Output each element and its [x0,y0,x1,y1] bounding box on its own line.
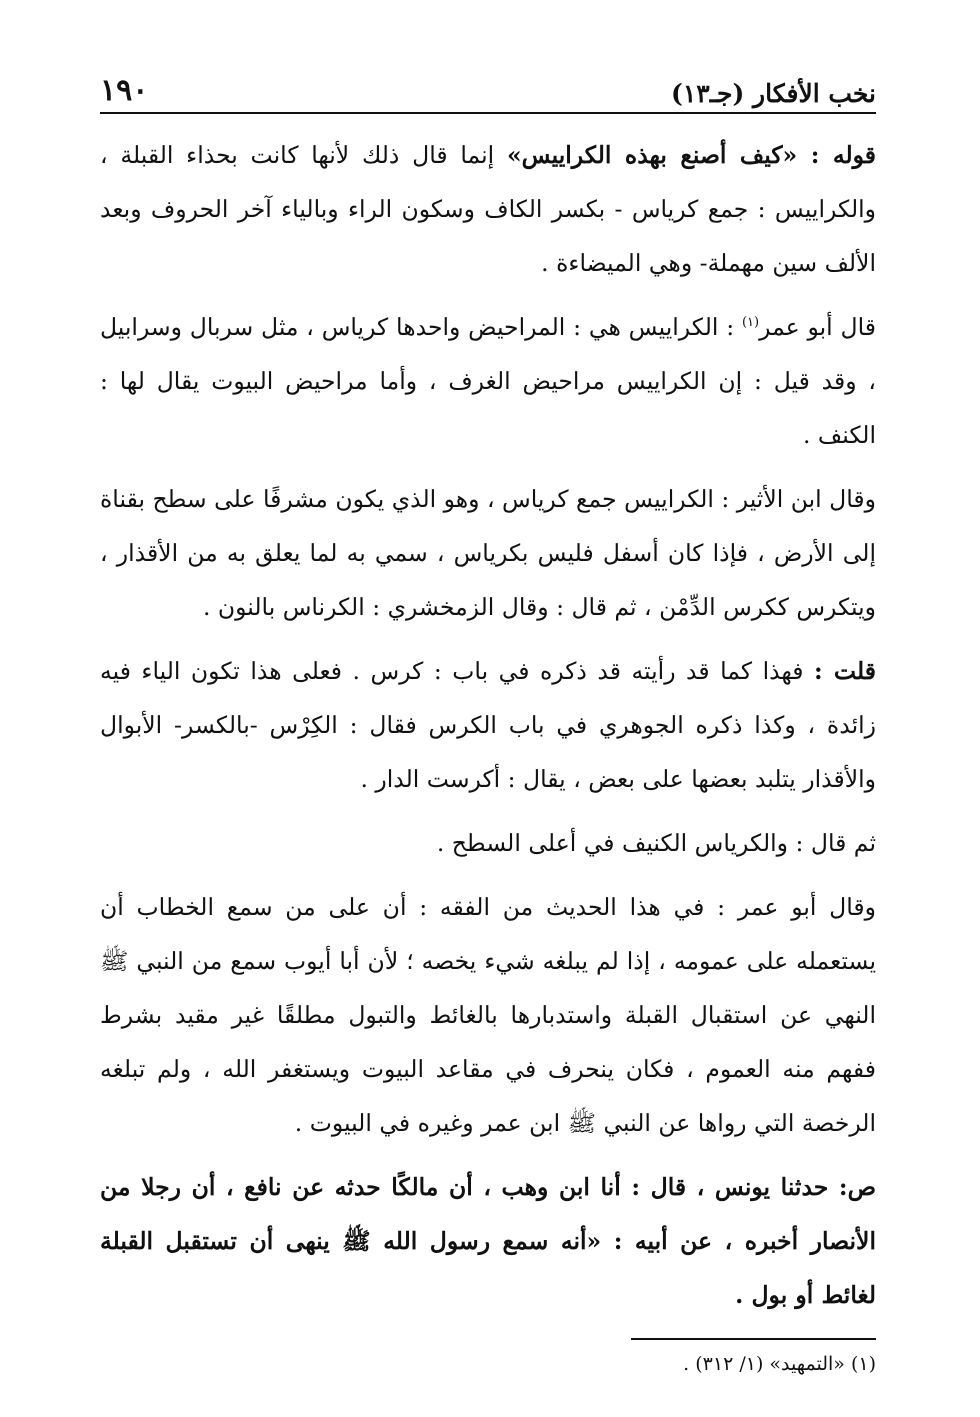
qultu-lead: قلت : [814,657,876,685]
paragraph-4-text: فهذا كما قد رأيته قد ذكره في باب : كرس . فعلى هذا تكون الياء فيه زائدة ، وكذا ذكره الجوهري في باب الكرس فقال : الكِرْس -بالكسر- الأبوال والأقذار يتلبد بعضها على بعض ، يقال : أكرست الدار . [100,657,876,793]
paragraph-3: وقال ابن الأثير : الكراييس جمع كرياس ، وهو الذي يكون مشرفًا على سطح بقناة إلى الأرض ، فإذا كان أسفل فليس بكرياس ، سمي به لما يعلق به من الأقذار ، ويتكرس ككرس الدِّمْن ، ثم قال : وقال الزمخشري : الكرناس بالنون . [100,485,876,621]
footnote-marker[interactable]: (١) [741,315,760,331]
hadith-paragraph: ص: حدثنا يونس ، قال : أنا ابن وهب ، أن مالكًا حدثه عن نافع ، أن رجلا من الأنصار أخبره ، عن أبيه : «أنه سمع رسول الله ﷺ ينهى أن تستقبل القبلة لغائط أو بول . [100,1173,876,1309]
footnote-1: (١) «التمهيد» (١/ ٣١٢) . [683,1353,876,1375]
paragraph-1-text: إنما قال ذلك لأنها كانت بحذاء القبلة ، والكراييس : جمع كرياس - بكسر الكاف وسكون الراء وبالياء آخر الحروف وبعد الألف سين مهملة- وهي الميضاءة . [100,141,876,277]
page-header [100,58,876,114]
paragraph-1 [100,128,876,290]
paragraph-2-text: : الكراييس هي : المراحيض واحدها كرياس ، مثل سربال وسرابيل ، وقد قيل : إن الكراييس مراحيض الغرف ، وأما مراحيض البيوت يقال لها : الكنف . [100,313,876,449]
paragraph-2-lead: قال أبو عمر [759,313,876,341]
paragraph-6: وقال أبو عمر : في هذا الحديث من الفقه : أن على من سمع الخطاب أن يستعمله على عمومه ، إذا لم يبلغه شيء يخصه ؛ لأن أبا أيوب سمع من النبي ﷺ النهي عن استقبال القبلة واستدبارها بالغائط والتبول مطلقًا غير مقيد بشرط ففهم منه العموم ، فكان ينحرف في مقاعد البيوت ويستغفر الله ، ولم تبلغه الرخصة التي رواها عن النبي ﷺ ابن عمر وغيره في البيوت . [100,893,876,1137]
running-title: نخب الأفكار (جـ١٣) [670,79,876,108]
page-number: ١٩٠ [100,73,149,108]
paragraph-5: ثم قال : والكرياس الكنيف في أعلى السطح . [436,829,876,857]
paragraph-4 [100,644,876,806]
quote-lead: قوله : «كيف أصنع بهذه الكراييس» [506,141,876,169]
page [100,58,876,1382]
paragraph-2 [100,300,876,462]
footnote-divider [631,1338,876,1340]
